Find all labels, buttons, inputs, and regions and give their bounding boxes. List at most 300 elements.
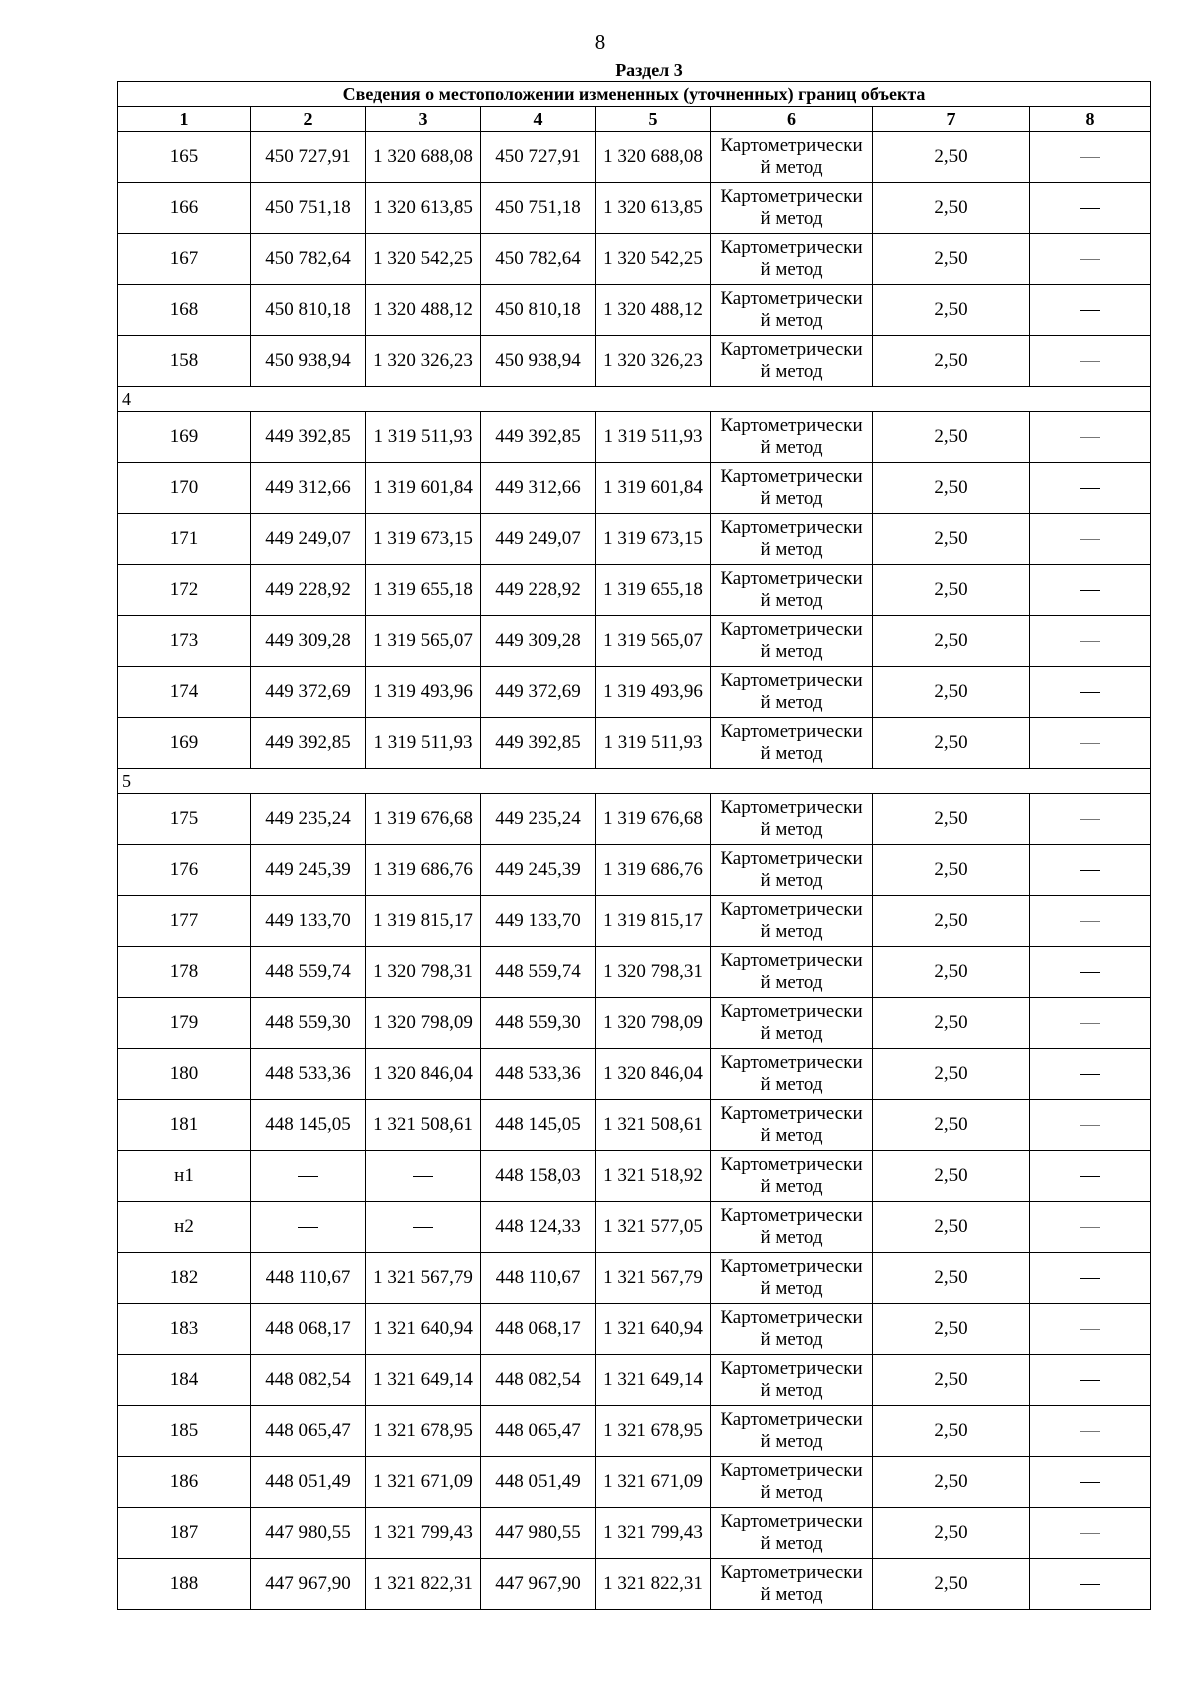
x-old-cell <box>251 1202 366 1253</box>
point-number-cell: 183 <box>118 1304 251 1355</box>
description-cell <box>1030 514 1151 565</box>
section-title: Раздел 3 <box>615 60 683 80</box>
y-old-cell: 1 321 822,31 <box>366 1559 481 1610</box>
x-old-cell: 450 751,18 <box>251 183 366 234</box>
y-old-cell: 1 319 673,15 <box>366 514 481 565</box>
x-new-cell: 448 068,17 <box>481 1304 596 1355</box>
y-new-cell: 1 319 686,76 <box>596 845 711 896</box>
accuracy-cell: 2,50 <box>873 616 1030 667</box>
description-cell <box>1030 896 1151 947</box>
y-new-cell: 1 319 493,96 <box>596 667 711 718</box>
dash-mark <box>1080 1227 1100 1228</box>
table-row <box>118 947 1151 998</box>
x-old-cell: 447 967,90 <box>251 1559 366 1610</box>
point-number-cell: 179 <box>118 998 251 1049</box>
dash-mark <box>1080 1176 1100 1177</box>
description-cell <box>1030 1559 1151 1610</box>
description-cell <box>1030 412 1151 463</box>
method-cell: Картометрически й метод <box>711 1457 873 1508</box>
method-cell: Картометрически й метод <box>711 998 873 1049</box>
description-cell <box>1030 463 1151 514</box>
y-old-cell: 1 319 676,68 <box>366 794 481 845</box>
description-cell <box>1030 132 1151 183</box>
method-cell: Картометрически й метод <box>711 565 873 616</box>
dash-mark <box>1080 361 1100 362</box>
y-new-cell: 1 321 822,31 <box>596 1559 711 1610</box>
column-number-row <box>118 107 1151 132</box>
table-row <box>118 794 1151 845</box>
x-new-cell: 448 051,49 <box>481 1457 596 1508</box>
x-new-cell: 448 158,03 <box>481 1151 596 1202</box>
dash-mark <box>1080 692 1100 693</box>
method-cell: Картометрически й метод <box>711 183 873 234</box>
column-number: 5 <box>596 107 711 132</box>
method-cell: Картометрически й метод <box>711 845 873 896</box>
method-cell: Картометрически й метод <box>711 718 873 769</box>
y-old-cell: 1 320 542,25 <box>366 234 481 285</box>
table-row <box>118 845 1151 896</box>
y-old-cell: 1 320 688,08 <box>366 132 481 183</box>
y-new-cell: 1 319 655,18 <box>596 565 711 616</box>
dash-mark <box>1080 208 1100 209</box>
table-row <box>118 183 1151 234</box>
accuracy-cell: 2,50 <box>873 845 1030 896</box>
y-old-cell: 1 319 565,07 <box>366 616 481 667</box>
table-row <box>118 998 1151 1049</box>
accuracy-cell: 2,50 <box>873 947 1030 998</box>
point-number-cell: 180 <box>118 1049 251 1100</box>
y-new-cell: 1 321 518,92 <box>596 1151 711 1202</box>
method-cell: Картометрически й метод <box>711 1304 873 1355</box>
accuracy-cell: 2,50 <box>873 896 1030 947</box>
dash-mark <box>1080 1482 1100 1483</box>
y-new-cell: 1 321 671,09 <box>596 1457 711 1508</box>
y-old-cell: 1 321 678,95 <box>366 1406 481 1457</box>
point-number-cell: 165 <box>118 132 251 183</box>
method-cell: Картометрически й метод <box>711 463 873 514</box>
accuracy-cell: 2,50 <box>873 1559 1030 1610</box>
y-new-cell: 1 321 678,95 <box>596 1406 711 1457</box>
description-cell <box>1030 1304 1151 1355</box>
accuracy-cell: 2,50 <box>873 1049 1030 1100</box>
y-old-cell: 1 319 511,93 <box>366 718 481 769</box>
x-old-cell: 449 249,07 <box>251 514 366 565</box>
y-new-cell: 1 321 508,61 <box>596 1100 711 1151</box>
method-cell: Картометрически й метод <box>711 1355 873 1406</box>
column-number: 6 <box>711 107 873 132</box>
x-new-cell: 448 559,74 <box>481 947 596 998</box>
x-new-cell: 450 751,18 <box>481 183 596 234</box>
x-new-cell: 449 309,28 <box>481 616 596 667</box>
accuracy-cell: 2,50 <box>873 1304 1030 1355</box>
method-cell: Картометрически й метод <box>711 132 873 183</box>
accuracy-cell: 2,50 <box>873 1100 1030 1151</box>
accuracy-cell: 2,50 <box>873 1202 1030 1253</box>
y-old-cell: 1 321 799,43 <box>366 1508 481 1559</box>
accuracy-cell: 2,50 <box>873 285 1030 336</box>
x-old-cell: 448 082,54 <box>251 1355 366 1406</box>
x-old-cell: 450 810,18 <box>251 285 366 336</box>
table-row <box>118 1457 1151 1508</box>
table-row <box>118 1559 1151 1610</box>
description-cell <box>1030 1355 1151 1406</box>
table-row <box>118 718 1151 769</box>
table-row <box>118 1406 1151 1457</box>
y-new-cell: 1 320 488,12 <box>596 285 711 336</box>
x-old-cell: 448 533,36 <box>251 1049 366 1100</box>
y-new-cell: 1 320 688,08 <box>596 132 711 183</box>
method-cell: Картометрически й метод <box>711 336 873 387</box>
point-number-cell: 181 <box>118 1100 251 1151</box>
column-number: 1 <box>118 107 251 132</box>
table-row <box>118 1304 1151 1355</box>
point-number-cell: 158 <box>118 336 251 387</box>
dash-mark <box>1080 1125 1100 1126</box>
x-old-cell: 448 051,49 <box>251 1457 366 1508</box>
method-cell: Картометрически й метод <box>711 1406 873 1457</box>
contour-group-row <box>118 769 1151 794</box>
column-number: 8 <box>1030 107 1151 132</box>
dash-mark <box>1080 259 1100 260</box>
method-cell: Картометрически й метод <box>711 1559 873 1610</box>
description-cell <box>1030 1508 1151 1559</box>
y-new-cell: 1 319 676,68 <box>596 794 711 845</box>
x-old-cell: 447 980,55 <box>251 1508 366 1559</box>
point-number-cell: 170 <box>118 463 251 514</box>
point-number-cell: 167 <box>118 234 251 285</box>
method-cell: Картометрически й метод <box>711 1253 873 1304</box>
y-new-cell: 1 321 799,43 <box>596 1508 711 1559</box>
y-new-cell: 1 321 640,94 <box>596 1304 711 1355</box>
dash-mark <box>1080 819 1100 820</box>
y-old-cell: 1 320 846,04 <box>366 1049 481 1100</box>
page-number: 8 <box>594 30 606 54</box>
point-number-cell: 171 <box>118 514 251 565</box>
x-old-cell: 449 392,85 <box>251 412 366 463</box>
dash-mark <box>1080 310 1100 311</box>
method-cell: Картометрически й метод <box>711 514 873 565</box>
x-new-cell: 448 082,54 <box>481 1355 596 1406</box>
table-row <box>118 463 1151 514</box>
dash-mark <box>1080 1023 1100 1024</box>
x-old-cell: 448 068,17 <box>251 1304 366 1355</box>
x-new-cell: 449 245,39 <box>481 845 596 896</box>
y-old-cell: 1 319 511,93 <box>366 412 481 463</box>
description-cell <box>1030 1100 1151 1151</box>
x-old-cell: 449 312,66 <box>251 463 366 514</box>
x-old-cell: 448 559,30 <box>251 998 366 1049</box>
table-row <box>118 896 1151 947</box>
contour-number: 4 <box>118 387 1151 412</box>
dash-mark <box>1080 157 1100 158</box>
accuracy-cell: 2,50 <box>873 1253 1030 1304</box>
accuracy-cell: 2,50 <box>873 1355 1030 1406</box>
description-cell <box>1030 285 1151 336</box>
description-cell <box>1030 234 1151 285</box>
y-new-cell: 1 319 815,17 <box>596 896 711 947</box>
y-old-cell: 1 321 649,14 <box>366 1355 481 1406</box>
point-number-cell: 178 <box>118 947 251 998</box>
dash-mark <box>413 1227 433 1228</box>
dash-mark <box>1080 1380 1100 1381</box>
method-cell: Картометрически й метод <box>711 1049 873 1100</box>
dash-mark <box>1080 641 1100 642</box>
dash-mark <box>1080 921 1100 922</box>
y-old-cell: 1 320 798,09 <box>366 998 481 1049</box>
x-old-cell: 449 228,92 <box>251 565 366 616</box>
x-new-cell: 448 533,36 <box>481 1049 596 1100</box>
accuracy-cell: 2,50 <box>873 667 1030 718</box>
dash-mark <box>1080 1074 1100 1075</box>
point-number-cell: 175 <box>118 794 251 845</box>
dash-mark <box>1080 1584 1100 1585</box>
description-cell <box>1030 667 1151 718</box>
contour-group-row <box>118 387 1151 412</box>
table-row <box>118 1253 1151 1304</box>
x-new-cell: 449 133,70 <box>481 896 596 947</box>
x-new-cell: 448 065,47 <box>481 1406 596 1457</box>
y-new-cell: 1 321 577,05 <box>596 1202 711 1253</box>
method-cell: Картометрически й метод <box>711 947 873 998</box>
accuracy-cell: 2,50 <box>873 1406 1030 1457</box>
x-old-cell: 450 782,64 <box>251 234 366 285</box>
table-row <box>118 412 1151 463</box>
y-new-cell: 1 320 846,04 <box>596 1049 711 1100</box>
dash-mark <box>1080 870 1100 871</box>
table-row <box>118 1355 1151 1406</box>
point-number-cell: 176 <box>118 845 251 896</box>
y-old-cell: 1 321 567,79 <box>366 1253 481 1304</box>
table-row <box>118 1049 1151 1100</box>
y-old-cell: 1 320 326,23 <box>366 336 481 387</box>
accuracy-cell: 2,50 <box>873 514 1030 565</box>
point-number-cell: н1 <box>118 1151 251 1202</box>
x-new-cell: 448 124,33 <box>481 1202 596 1253</box>
x-new-cell: 450 782,64 <box>481 234 596 285</box>
accuracy-cell: 2,50 <box>873 336 1030 387</box>
description-cell <box>1030 336 1151 387</box>
description-cell <box>1030 1202 1151 1253</box>
y-old-cell: 1 320 613,85 <box>366 183 481 234</box>
dash-mark <box>298 1176 318 1177</box>
x-old-cell: 448 110,67 <box>251 1253 366 1304</box>
table-caption-row <box>118 82 1151 107</box>
dash-mark <box>1080 488 1100 489</box>
table-row <box>118 1100 1151 1151</box>
description-cell <box>1030 845 1151 896</box>
dash-mark <box>1080 1329 1100 1330</box>
method-cell: Картометрически й метод <box>711 1202 873 1253</box>
dash-mark <box>1080 743 1100 744</box>
method-cell: Картометрически й метод <box>711 1151 873 1202</box>
dash-mark <box>1080 1533 1100 1534</box>
x-new-cell: 449 312,66 <box>481 463 596 514</box>
x-old-cell: 449 309,28 <box>251 616 366 667</box>
y-new-cell: 1 319 511,93 <box>596 412 711 463</box>
dash-mark <box>1080 590 1100 591</box>
method-cell: Картометрически й метод <box>711 667 873 718</box>
dash-mark <box>413 1176 433 1177</box>
table-row <box>118 1508 1151 1559</box>
x-old-cell: 448 145,05 <box>251 1100 366 1151</box>
y-new-cell: 1 320 326,23 <box>596 336 711 387</box>
x-new-cell: 449 372,69 <box>481 667 596 718</box>
dash-mark <box>1080 972 1100 973</box>
method-cell: Картометрически й метод <box>711 794 873 845</box>
x-old-cell: 449 392,85 <box>251 718 366 769</box>
table-row <box>118 234 1151 285</box>
y-old-cell: 1 321 671,09 <box>366 1457 481 1508</box>
dash-mark <box>1080 539 1100 540</box>
table-row <box>118 1202 1151 1253</box>
x-new-cell: 449 228,92 <box>481 565 596 616</box>
column-number: 4 <box>481 107 596 132</box>
accuracy-cell: 2,50 <box>873 463 1030 514</box>
point-number-cell: 172 <box>118 565 251 616</box>
point-number-cell: н2 <box>118 1202 251 1253</box>
description-cell <box>1030 1406 1151 1457</box>
point-number-cell: 188 <box>118 1559 251 1610</box>
x-new-cell: 448 559,30 <box>481 998 596 1049</box>
x-new-cell: 449 392,85 <box>481 412 596 463</box>
description-cell <box>1030 718 1151 769</box>
x-new-cell: 447 980,55 <box>481 1508 596 1559</box>
accuracy-cell: 2,50 <box>873 234 1030 285</box>
y-old-cell <box>366 1151 481 1202</box>
table-row <box>118 1151 1151 1202</box>
accuracy-cell: 2,50 <box>873 565 1030 616</box>
x-new-cell: 448 145,05 <box>481 1100 596 1151</box>
table-caption: Сведения о местоположении измененных (уточненных) границ объекта <box>118 82 1151 107</box>
point-number-cell: 184 <box>118 1355 251 1406</box>
accuracy-cell: 2,50 <box>873 1151 1030 1202</box>
method-cell: Картометрически й метод <box>711 412 873 463</box>
x-old-cell: 449 133,70 <box>251 896 366 947</box>
method-cell: Картометрически й метод <box>711 616 873 667</box>
y-new-cell: 1 320 542,25 <box>596 234 711 285</box>
y-new-cell: 1 320 798,09 <box>596 998 711 1049</box>
x-old-cell: 450 938,94 <box>251 336 366 387</box>
description-cell <box>1030 794 1151 845</box>
x-new-cell: 450 938,94 <box>481 336 596 387</box>
x-new-cell: 450 727,91 <box>481 132 596 183</box>
column-number: 3 <box>366 107 481 132</box>
y-new-cell: 1 319 511,93 <box>596 718 711 769</box>
y-new-cell: 1 321 649,14 <box>596 1355 711 1406</box>
x-old-cell: 449 372,69 <box>251 667 366 718</box>
y-new-cell: 1 319 673,15 <box>596 514 711 565</box>
table-row <box>118 514 1151 565</box>
x-new-cell: 450 810,18 <box>481 285 596 336</box>
dash-mark <box>1080 437 1100 438</box>
accuracy-cell: 2,50 <box>873 1457 1030 1508</box>
table-row <box>118 132 1151 183</box>
accuracy-cell: 2,50 <box>873 718 1030 769</box>
y-old-cell: 1 319 686,76 <box>366 845 481 896</box>
x-new-cell: 449 249,07 <box>481 514 596 565</box>
point-number-cell: 174 <box>118 667 251 718</box>
dash-mark <box>1080 1278 1100 1279</box>
table-row <box>118 285 1151 336</box>
description-cell <box>1030 183 1151 234</box>
y-old-cell: 1 319 815,17 <box>366 896 481 947</box>
description-cell <box>1030 1151 1151 1202</box>
dash-mark <box>1080 1431 1100 1432</box>
method-cell: Картометрически й метод <box>711 285 873 336</box>
y-old-cell: 1 320 798,31 <box>366 947 481 998</box>
description-cell <box>1030 1457 1151 1508</box>
x-old-cell: 449 245,39 <box>251 845 366 896</box>
y-old-cell: 1 321 640,94 <box>366 1304 481 1355</box>
x-old-cell: 448 559,74 <box>251 947 366 998</box>
description-cell <box>1030 947 1151 998</box>
boundary-table <box>117 81 1151 1610</box>
y-old-cell: 1 319 655,18 <box>366 565 481 616</box>
y-old-cell: 1 319 601,84 <box>366 463 481 514</box>
accuracy-cell: 2,50 <box>873 1508 1030 1559</box>
boundary-table-container <box>117 81 1150 1610</box>
accuracy-cell: 2,50 <box>873 998 1030 1049</box>
column-number: 2 <box>251 107 366 132</box>
y-new-cell: 1 321 567,79 <box>596 1253 711 1304</box>
y-old-cell: 1 320 488,12 <box>366 285 481 336</box>
point-number-cell: 169 <box>118 412 251 463</box>
accuracy-cell: 2,50 <box>873 412 1030 463</box>
x-new-cell: 447 967,90 <box>481 1559 596 1610</box>
accuracy-cell: 2,50 <box>873 132 1030 183</box>
x-old-cell: 449 235,24 <box>251 794 366 845</box>
accuracy-cell: 2,50 <box>873 183 1030 234</box>
point-number-cell: 186 <box>118 1457 251 1508</box>
column-number: 7 <box>873 107 1030 132</box>
point-number-cell: 166 <box>118 183 251 234</box>
point-number-cell: 185 <box>118 1406 251 1457</box>
method-cell: Картометрически й метод <box>711 1508 873 1559</box>
description-cell <box>1030 1049 1151 1100</box>
y-new-cell: 1 319 601,84 <box>596 463 711 514</box>
y-new-cell: 1 320 798,31 <box>596 947 711 998</box>
x-old-cell: 448 065,47 <box>251 1406 366 1457</box>
point-number-cell: 177 <box>118 896 251 947</box>
table-row <box>118 667 1151 718</box>
point-number-cell: 168 <box>118 285 251 336</box>
point-number-cell: 173 <box>118 616 251 667</box>
accuracy-cell: 2,50 <box>873 794 1030 845</box>
point-number-cell: 182 <box>118 1253 251 1304</box>
dash-mark <box>298 1227 318 1228</box>
description-cell <box>1030 998 1151 1049</box>
x-new-cell: 449 392,85 <box>481 718 596 769</box>
table-row <box>118 616 1151 667</box>
point-number-cell: 169 <box>118 718 251 769</box>
contour-number: 5 <box>118 769 1151 794</box>
description-cell <box>1030 616 1151 667</box>
x-old-cell: 450 727,91 <box>251 132 366 183</box>
method-cell: Картометрически й метод <box>711 1100 873 1151</box>
method-cell: Картометрически й метод <box>711 234 873 285</box>
x-old-cell <box>251 1151 366 1202</box>
x-new-cell: 449 235,24 <box>481 794 596 845</box>
y-new-cell: 1 319 565,07 <box>596 616 711 667</box>
y-new-cell: 1 320 613,85 <box>596 183 711 234</box>
description-cell <box>1030 565 1151 616</box>
x-new-cell: 448 110,67 <box>481 1253 596 1304</box>
description-cell <box>1030 1253 1151 1304</box>
method-cell: Картометрически й метод <box>711 896 873 947</box>
table-body <box>118 132 1151 1610</box>
table-row <box>118 336 1151 387</box>
point-number-cell: 187 <box>118 1508 251 1559</box>
